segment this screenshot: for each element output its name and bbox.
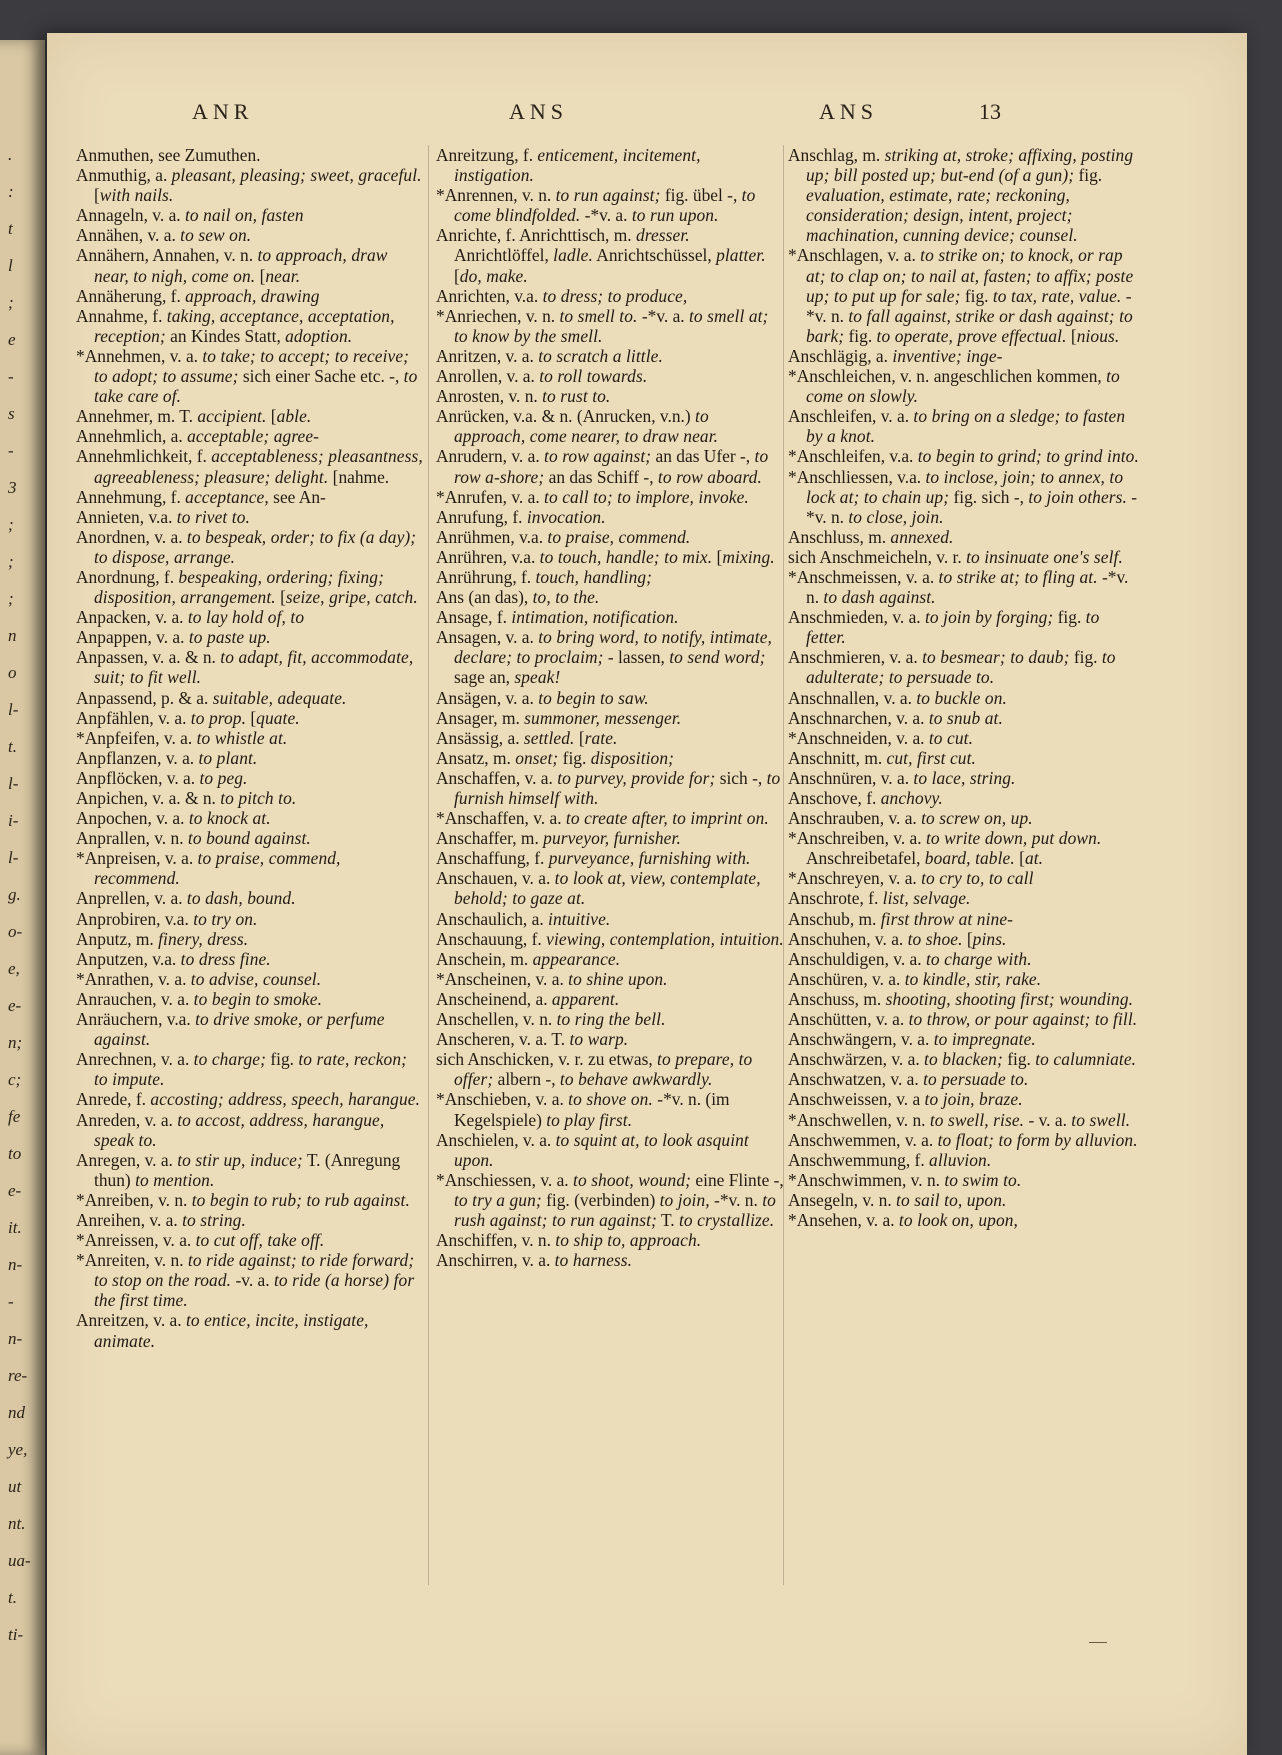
dictionary-entry: *Anschiessen, v. a. to shoot, wound; eine Flinte -, to try a gun; fig. (verbinden) to join, -*v. n. to rush against; to run against; T. to crystallize. (436, 1169, 784, 1230)
dictionary-entry: Anschwängern, v. a. to impregnate. (788, 1029, 1036, 1050)
left-page-fragment: re- (8, 1366, 28, 1385)
dictionary-entry: Annahme, f. taking, acceptance, acceptation, reception; an Kindes Statt, adoption. (76, 305, 395, 346)
dictionary-entry: Anschellen, v. n. to ring the bell. (436, 1009, 666, 1030)
left-page-fragment: o- (8, 922, 23, 941)
dictionary-entry: Anpassend, p. & a. suitable, adequate. (76, 687, 347, 708)
left-page-fragment: ye, (8, 1440, 28, 1459)
dictionary-entry: *Anschieben, v. a. to shove on. -*v. n. (im Kegelspiele) to play first. (436, 1089, 730, 1130)
dictionary-entry: Anschnüren, v. a. to lace, string. (788, 767, 1016, 788)
dictionary-entry: Annieten, v.a. to rivet to. (76, 506, 250, 527)
dictionary-entry: *Anschmeissen, v. a. to strike at; to fling at. -*v. n. to dash against. (788, 566, 1129, 608)
dictionary-entry: Anschwemmen, v. a. to float; to form by alluvion. (788, 1129, 1138, 1150)
left-page-fragment: n; (8, 1033, 23, 1052)
dictionary-entry: Anschluss, m. annexed. (788, 526, 954, 547)
dictionary-entry: Anpappen, v. a. to paste up. (76, 627, 271, 648)
dictionary-entry: Anschauung, f. viewing, contemplation, intuition. (436, 928, 784, 949)
dictionary-entry: Annehmer, m. T. accipient. [able. (76, 406, 312, 427)
dictionary-entry: Anscheren, v. a. T. to warp. (436, 1029, 629, 1050)
dictionary-entry: Anschove, f. anchovy. (788, 788, 943, 808)
dictionary-entry: *Anschwellen, v. n. to swell, rise. - v. a. to swell. (788, 1109, 1131, 1130)
dictionary-entry: Anschauen, v. a. to look at, view, contemplate, behold; to gaze at. (436, 868, 761, 909)
left-page-fragment: fe (8, 1107, 21, 1126)
dictionary-entry: Anordnung, f. bespeaking, ordering; fixing; disposition, arrangement. [seize, gripe, catch. (76, 566, 418, 608)
header-center-guide-word: ANS (509, 99, 569, 124)
dictionary-entry: Anschiffen, v. n. to ship to, approach. (436, 1230, 702, 1251)
dictionary-entry: Anrollen, v. a. to roll towards. (436, 366, 648, 387)
left-page-fragment: ut (8, 1477, 22, 1496)
dictionary-entry: Anschwärzen, v. a. to blacken; fig. to calumniate. (788, 1049, 1137, 1070)
dictionary-entry: Ansagen, v. a. to bring word, to notify, intimate, declare; to proclaim; - lassen, to send word; sage an, speak! (436, 627, 773, 688)
left-page-fragment: . (8, 145, 13, 164)
left-page-fragment: to (8, 1144, 22, 1163)
left-page-edge (0, 40, 45, 1755)
dictionary-entry: Anputzen, v.a. to dress fine. (76, 948, 271, 969)
dictionary-entry: Anrichte, f. Anrichttisch, m. dresser. Anrichtlöffel, ladle. Anrichtschüssel, platter. [do, make. (436, 225, 766, 286)
dictionary-entry: Anpflanzen, v. a. to plant. (76, 747, 258, 768)
dictionary-entry: Anschuldigen, v. a. to charge with. (788, 948, 1032, 969)
dictionary-entry: *Anschwimmen, v. n. to swim to. (788, 1169, 1022, 1190)
left-page-fragment: ; (8, 293, 14, 312)
dictionary-entry: Annehmlich, a. acceptable; agree- (76, 426, 320, 447)
dictionary-entry: Anpichen, v. a. & n. to pitch to. (76, 788, 297, 808)
dictionary-entry: Ansage, f. intimation, notification. (436, 607, 679, 628)
left-page-fragment: ; (8, 515, 14, 534)
dictionary-entry: Anrauchen, v. a. to begin to smoke. (76, 988, 323, 1009)
dictionary-entry: Anräuchern, v.a. to drive smoke, or perfume against. (76, 1009, 385, 1050)
dictionary-entry: Anschnarchen, v. a. to snub at. (788, 707, 1003, 728)
column-divider (783, 145, 784, 1585)
dictionary-entry: Ansatz, m. onset; fig. disposition; (436, 747, 675, 768)
dictionary-entry: Ans (an das), to, to the. (436, 587, 600, 608)
dictionary-entry: Anprellen, v. a. to dash, bound. (76, 888, 296, 909)
left-page-fragment: g. (8, 885, 21, 904)
entries-area (76, 145, 1186, 1605)
dictionary-entry: Annehmlichkeit, f. acceptableness; pleasantness, agreeableness; pleasure; delight. [nahme. (76, 446, 423, 487)
dictionary-entry: Anrühren, v.a. to touch, handle; to mix. [mixing. (436, 546, 775, 567)
left-page-fragment: n (8, 626, 17, 645)
dictionary-entry: Anschmieden, v. a. to join by forging; fig. to fetter. (788, 607, 1100, 648)
dictionary-entry: Anrichten, v.a. to dress; to produce, (436, 285, 688, 306)
dictionary-entry: Anordnen, v. a. to bespeak, order; to fix (a day); to dispose, arrange. (76, 526, 417, 567)
dictionary-entry: Ansager, m. summoner, messenger. (436, 707, 682, 728)
left-page-fragment: ; (8, 552, 14, 571)
left-page-fragment: i- (8, 811, 19, 830)
left-page-fragment: e, (8, 959, 20, 978)
dictionary-entry: *Anschreyen, v. a. to cry to, to call (788, 868, 1034, 889)
dictionary-entry: Anschwemmung, f. alluvion. (788, 1149, 992, 1170)
dictionary-entry: Anrosten, v. n. to rust to. (436, 386, 611, 407)
left-page-fragment: - (8, 1292, 14, 1311)
left-page-fragment: : (8, 182, 14, 201)
dictionary-entry: Anschein, m. appearance. (436, 948, 621, 969)
dictionary-entry: Anreitzung, f. enticement, incitement, instigation. (436, 145, 701, 186)
dictionary-entry: *Anscheinen, v. a. to shine upon. (436, 968, 668, 989)
dictionary-entry: Anrudern, v. a. to row against; an das Ufer -, to row a-shore; an das Schiff -, to row aboard. (436, 446, 769, 487)
dictionary-entry: Anprobiren, v.a. to try on. (76, 908, 258, 929)
dictionary-entry: *Anreiten, v. n. to ride against; to ride forward; to stop on the road. -v. a. to ride (a horse) for the first time. (76, 1250, 415, 1311)
dictionary-entry: sich Anschicken, v. r. zu etwas, to prepare, to offer; albern -, to behave awkwardly. (436, 1049, 753, 1090)
left-page-fragment: c; (8, 1070, 22, 1089)
dictionary-entry: Anschnitt, m. cut, first cut. (788, 747, 976, 768)
left-page-fragment: l (8, 256, 13, 275)
left-page-fragment: t (8, 219, 13, 238)
dictionary-entry: Anmuthen, see Zumuthen. (76, 145, 261, 165)
dictionary-entry: *Anschreiben, v. a. to write down, put down. Anschreibetafel, board, table. [at. (788, 828, 1102, 869)
dictionary-entry: Anmuthig, a. pleasant, pleasing; sweet, graceful. [with nails. (76, 165, 422, 206)
dictionary-entry: *Anreissen, v. a. to cut off, take off. (76, 1230, 325, 1251)
left-page-fragment: l- (8, 848, 19, 867)
dictionary-entry: *Anrufen, v. a. to call to; to implore, invoke. (436, 486, 749, 507)
column-2 (436, 145, 784, 1270)
dictionary-entry: Annähen, v. a. to sew on. (76, 225, 252, 246)
dictionary-entry: Anpassen, v. a. & n. to adapt, fit, accommodate, suit; to fit well. (76, 647, 414, 688)
dictionary-entry: Anpacken, v. a. to lay hold of, to (76, 607, 305, 628)
dictionary-entry: Anrührung, f. touch, handling; (436, 566, 653, 587)
dictionary-entry: Anschnallen, v. a. to buckle on. (788, 687, 1007, 708)
dictionary-entry: Anschirren, v. a. to harness. (436, 1250, 633, 1271)
dictionary-entry: Anpochen, v. a. to knock at. (76, 808, 271, 829)
dictionary-entry: Anschleifen, v. a. to bring on a sledge; to fasten by a knot. (788, 406, 1126, 447)
dictionary-entry: Anputz, m. finery, dress. (76, 928, 249, 949)
left-page-fragment: l- (8, 700, 19, 719)
dictionary-entry: *Anriechen, v. n. to smell to. -*v. a. to smell at; to know by the smell. (436, 305, 769, 346)
dictionary-entry: Anschmieren, v. a. to besmear; to daub; fig. to adulterate; to persuade to. (788, 647, 1116, 688)
dictionary-entry: Annäherung, f. approach, drawing (76, 285, 320, 306)
dictionary-entry: Anregen, v. a. to stir up, induce; T. (Anregung thun) to mention. (76, 1149, 401, 1190)
dictionary-entry: Annehmung, f. acceptance, see An- (76, 486, 326, 507)
left-page-fragment: ua- (8, 1551, 31, 1570)
dictionary-entry: *Anrathen, v. a. to advise, counsel. (76, 968, 322, 989)
dictionary-entry: Anschüren, v. a. to kindle, stir, rake. (788, 968, 1042, 989)
dictionary-entry: Anschaulich, a. intuitive. (436, 908, 611, 929)
left-page-fragment: l- (8, 774, 19, 793)
dictionary-entry: *Anschleifen, v.a. to begin to grind; to grind into. (788, 446, 1139, 467)
left-page-fragment: e (8, 330, 16, 349)
dictionary-entry: Anschlag, m. striking at, stroke; affixing, posting up; bill posted up; but-end (of a gun); fig. evaluation, estimate, rate; reckoning, consideration; design, intent, project; machination, cunning device; counsel. (788, 145, 1134, 246)
dictionary-entry: Anschwatzen, v. a. to persuade to. (788, 1069, 1029, 1090)
footer-rule (1089, 1642, 1107, 1643)
left-page-fragment: s (8, 404, 15, 423)
dictionary-entry: Anprallen, v. n. to bound against. (76, 828, 311, 849)
dictionary-entry: *Annehmen, v. a. to take; to accept; to receive; to adopt; to assume; sich einer Sache etc. -, to take care of. (76, 345, 418, 407)
left-page-fragment: o (8, 663, 17, 682)
dictionary-entry: Anschaffer, m. purveyor, furnisher. (436, 828, 681, 849)
dictionary-entry: Anschaffen, v. a. to purvey, provide for; sich -, to furnish himself with. (436, 767, 781, 808)
page-number: 13 (979, 99, 1001, 124)
left-page-fragment: t. (8, 737, 17, 756)
dictionary-entry: Anschub, m. first throw at nine- (788, 908, 1014, 929)
left-page-fragment: - (8, 367, 14, 386)
dictionary-entry: *Anreiben, v. n. to begin to rub; to rub against. (76, 1189, 410, 1210)
dictionary-entry: Anschielen, v. a. to squint at, to look asquint upon. (436, 1129, 749, 1170)
dictionary-entry: *Ansehen, v. a. to look on, upon, (788, 1209, 1018, 1230)
dictionary-entry: Ansegeln, v. n. to sail to, upon. (788, 1189, 1007, 1210)
dictionary-entry: *Anrennen, v. n. to run against; fig. übel -, to come blindfolded. -*v. a. to run upon. (436, 185, 756, 226)
dictionary-entry: Anrücken, v.a. & n. (Anrucken, v.n.) to approach, come nearer, to draw near. (436, 406, 719, 447)
dictionary-entry: Anritzen, v. a. to scratch a little. (436, 345, 663, 366)
dictionary-entry: Anrühmen, v.a. to praise, commend. (436, 526, 691, 547)
dictionary-entry: *Anschleichen, v. n. angeschlichen kommen, to come on slowly. (788, 366, 1120, 407)
dictionary-entry: Anpfählen, v. a. to prop. [quate. (76, 707, 300, 728)
left-page-fragment: n- (8, 1329, 23, 1348)
left-page-fragment: 3 (8, 478, 17, 497)
left-page-fragment: - (8, 441, 14, 460)
dictionary-entry: Ansässig, a. settled. [rate. (436, 727, 618, 748)
dictionary-entry: Annähern, Annahen, v. n. to approach, draw near, to nigh, come on. [near. (76, 245, 388, 286)
left-page-fragment: t. (8, 1588, 17, 1607)
left-page-fragment: e- (8, 1181, 22, 1200)
dictionary-entry: sich Anschmeicheln, v. r. to insinuate one's self. (788, 546, 1123, 567)
dictionary-entry: Anrede, f. accosting; address, speech, harangue. (76, 1089, 421, 1110)
dictionary-entry: Ansägen, v. a. to begin to saw. (436, 687, 649, 708)
dictionary-entry: Anrechnen, v. a. to charge; fig. to rate, reckon; to impute. (76, 1049, 408, 1090)
dictionary-entry: Anschrauben, v. a. to screw on, up. (788, 808, 1033, 829)
dictionary-entry: Anschuhen, v. a. to shoe. [pins. (788, 928, 1007, 949)
dictionary-entry: Anschütten, v. a. to throw, or pour against; to fill. (788, 1009, 1138, 1030)
left-page-fragment: n- (8, 1255, 23, 1274)
header-left-guide-word: ANR (192, 99, 254, 124)
dictionary-entry: *Anschlagen, v. a. to strike on; to knock, or rap at; to clap on; to nail at, fasten; to affix; poste up; to put up for sale; fig. to tax, rate, value. -*v. n. to fall against, strike or dash against; to bark; fig. to operate, prove effectual. [nious. (788, 245, 1134, 346)
dictionary-entry: *Anschneiden, v. a. to cut. (788, 727, 974, 748)
dictionary-entry: Anschuss, m. shooting, shooting first; wounding. (788, 988, 1134, 1009)
header-right-guide-word: ANS (819, 99, 879, 124)
dictionary-entry: *Anpreisen, v. a. to praise, commend, recommend. (76, 848, 341, 889)
dictionary-entry: Annageln, v. a. to nail on, fasten (76, 205, 304, 226)
dictionary-entry: Anschweissen, v. a to join, braze. (788, 1089, 1023, 1110)
dictionary-entry: Anreitzen, v. a. to entice, incite, instigate, animate. (76, 1310, 369, 1351)
dictionary-entry: Anpflöcken, v. a. to peg. (76, 767, 248, 788)
dictionary-entry: Anreden, v. a. to accost, address, harangue, speak to. (76, 1109, 385, 1150)
column-1 (76, 145, 424, 1351)
dictionary-entry: Anschrote, f. list, selvage. (788, 888, 971, 909)
left-page-fragment: e- (8, 996, 22, 1015)
dictionary-entry: Anschaffung, f. purveyance, furnishing with. (436, 848, 751, 869)
left-page-fragment: ti- (8, 1625, 24, 1644)
page-header (47, 99, 1247, 139)
dictionary-entry: *Anschliessen, v.a. to inclose, join; to annex, to lock at; to chain up; fig. sich -, to join others. -*v. n. to close, join. (788, 466, 1138, 527)
dictionary-entry: Anscheinend, a. apparent. (436, 988, 620, 1009)
left-page-fragment: ; (8, 589, 14, 608)
dictionary-entry: *Anschaffen, v. a. to create after, to imprint on. (436, 808, 769, 829)
column-divider (428, 145, 429, 1585)
left-page-fragment: nt. (8, 1514, 26, 1533)
dictionary-entry: *Anpfeifen, v. a. to whistle at. (76, 727, 288, 748)
dictionary-entry: Anrufung, f. invocation. (436, 506, 606, 527)
column-3 (788, 145, 1140, 1230)
left-page-fragment: it. (8, 1218, 22, 1237)
left-page-fragment: nd (8, 1403, 25, 1422)
dictionary-entry: Anreihen, v. a. to string. (76, 1209, 246, 1230)
dictionary-entry: Anschlägig, a. inventive; inge- (788, 345, 1003, 366)
dictionary-page (47, 33, 1247, 1755)
